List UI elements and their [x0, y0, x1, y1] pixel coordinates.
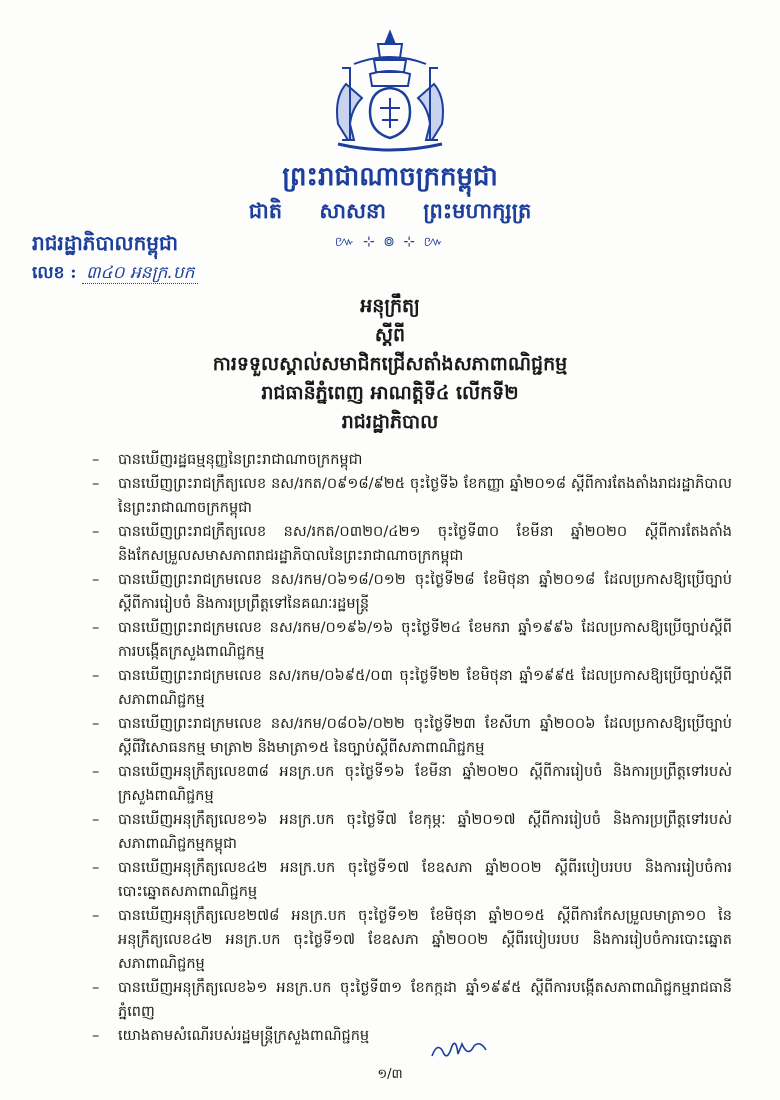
reference-value: ៣៤០ អនក្រ.បក — [82, 263, 198, 284]
issuer-name: រាជរដ្ឋាភិបាលកម្ពុជា — [32, 231, 178, 255]
royal-coat-of-arms-icon — [320, 28, 460, 158]
list-item: – បានឃើញអនុក្រឹត្យលេខ៦១ អនក្រ.បក ចុះថ្ងៃទី៣១ ខែកក្កដា ឆ្នាំ១៩៩៥ ស្តីពីការបង្កើតសភាពាណិជ្ជកម្មរាជធានីភ្នំពេញ — [92, 976, 732, 1024]
list-item: – បានឃើញអនុក្រឹត្យលេខ៣៨ អនក្រ.បក ចុះថ្ងៃទី១៦ ខែមីនា ឆ្នាំ២០២០ ស្តីពីការរៀបចំ និងការប្រព្រឹត្តទៅរបស់ក្រសួងពាណិជ្ជកម្ម — [92, 760, 732, 808]
list-item: – បានឃើញព្រះរាជក្រឹត្យលេខ នស/រកត/០៣២០/៤២១ ចុះថ្ងៃទី៣០ ខែមីនា ឆ្នាំ២០២០ ស្តីពីការតែងតាំង និងកែសម្រួលសមាសភាពរាជរដ្ឋាភិបាលនៃព្រះរាជាណាចក្រកម្ពុជា — [92, 520, 732, 568]
title-block — [0, 292, 780, 437]
title-about: ស្តីពី — [374, 324, 406, 346]
list-item: – បានឃើញព្រះរាជក្រឹត្យលេខ នស/រកត/០៩១៨/៩២៥ ចុះថ្ងៃទី៦ ខែកញ្ញា ឆ្នាំ២០១៨ ស្តីពីការតែងតាំងរាជរដ្ឋាភិបាលនៃព្រះរាជាណាចក្រកម្ពុជា — [92, 472, 732, 520]
national-motto: ជាតិ សាសនា ព្រះមហាក្សត្រ — [248, 198, 532, 223]
list-item: – បានឃើញអនុក្រឹត្យលេខ៤២ អនក្រ.បក ចុះថ្ងៃទី១៧ ខែឧសភា ឆ្នាំ២០០២ ស្តីពីរបៀបរបប និងការរៀបចំការបោះឆ្នោតសភាពាណិជ្ជកម្ម — [92, 856, 732, 904]
list-item: – បានឃើញអនុក្រឹត្យលេខ១៦ អនក្រ.បក ចុះថ្ងៃទី៧ ខែកុម្ភៈ ឆ្នាំ២០១៧ ស្តីពីការរៀបចំ និងការប្រព្រឹត្តទៅរបស់សភាពាណិជ្ជកម្មកម្ពុជា — [92, 808, 732, 856]
list-item: – បានឃើញព្រះរាជក្រមលេខ នស/រកម/០១៩៦/១៦ ចុះថ្ងៃទី២៤ ខែមករា ឆ្នាំ១៩៩៦ ដែលប្រកាសឱ្យប្រើច្បាប់ស្តីពីការបង្កើតក្រសួងពាណិជ្ជកម្ម — [92, 616, 732, 664]
list-item: – បានឃើញព្រះរាជក្រមលេខ នស/រកម/០៦៩៥/០៣ ចុះថ្ងៃទី២២ ខែមិថុនា ឆ្នាំ១៩៩៥ ដែលប្រកាសឱ្យប្រើច្បាប់ស្តីពីសភាពាណិជ្ជកម្ម — [92, 664, 732, 712]
list-item: – បានឃើញព្រះរាជក្រមលេខ នស/រកម/០៨០៦/០២២ ចុះថ្ងៃទី២៣ ខែសីហា ឆ្នាំ២០០៦ ដែលប្រកាសឱ្យប្រើច្បាប់ស្តីពីវិសោធនកម្ម មាត្រា២ និងមាត្រា១៥ នៃច្បាប់ស្តីពីសភាពាណិជ្ជកម្ម — [92, 712, 732, 760]
page-number: ១/៣ — [377, 1067, 403, 1082]
kingdom-name: ព្រះរាជាណាចក្រកម្ពុជា — [282, 162, 498, 192]
title-scope: រាជធានីភ្នំពេញ អាណត្តិទី៤ លើកទី២ — [261, 382, 519, 404]
list-item: – យោងតាមសំណើរបស់រដ្ឋមន្ត្រីក្រសួងពាណិជ្ជកម្ម — [92, 1024, 732, 1048]
list-item: – បានឃើញអនុក្រឹត្យលេខ២៧៨ អនក្រ.បក ចុះថ្ងៃទី១២ ខែមិថុនា ឆ្នាំ២០១៥ ស្តីពីការកែសម្រួលមាត្រា១០ នៃអនុក្រឹត្យលេខ៤២ អនក្រ.បក ចុះថ្ងៃទី១៧ ខែឧសភា ឆ្នាំ២០០២ ស្តីពីរបៀបរបប និងការរៀបចំការបោះឆ្នោតសភាពាណិជ្ជកម្ម — [92, 904, 732, 976]
ornament-divider: ៚ ⊹ ៙ ⊹ ៚ — [334, 234, 446, 250]
list-item: – បានឃើញរដ្ឋធម្មនុញ្ញនៃព្រះរាជាណាចក្រកម្ពុជា — [92, 448, 732, 472]
list-item: – បានឃើញព្រះរាជក្រមលេខ នស/រកម/០៦១៨/០១២ ចុះថ្ងៃទី២៨ ខែមិថុនា ឆ្នាំ២០១៨ ដែលប្រកាសឱ្យប្រើច្បាប់ស្តីពីការរៀបចំ និងការប្រព្រឹត្តទៅនៃគណៈរដ្ឋមន្ត្រី — [92, 568, 732, 616]
reference-label: លេខ : — [32, 263, 77, 283]
reference-number — [32, 262, 198, 287]
handwritten-initials-icon — [428, 1036, 490, 1062]
document-type: អនុក្រឹត្យ — [360, 295, 420, 317]
title-subject: ការទទួលស្គាល់សមាជិកជ្រើសតាំងសភាពាណិជ្ជកម្ម — [212, 353, 568, 375]
title-body: រាជរដ្ឋាភិបាល — [341, 411, 439, 433]
legal-basis-list — [92, 448, 732, 1048]
